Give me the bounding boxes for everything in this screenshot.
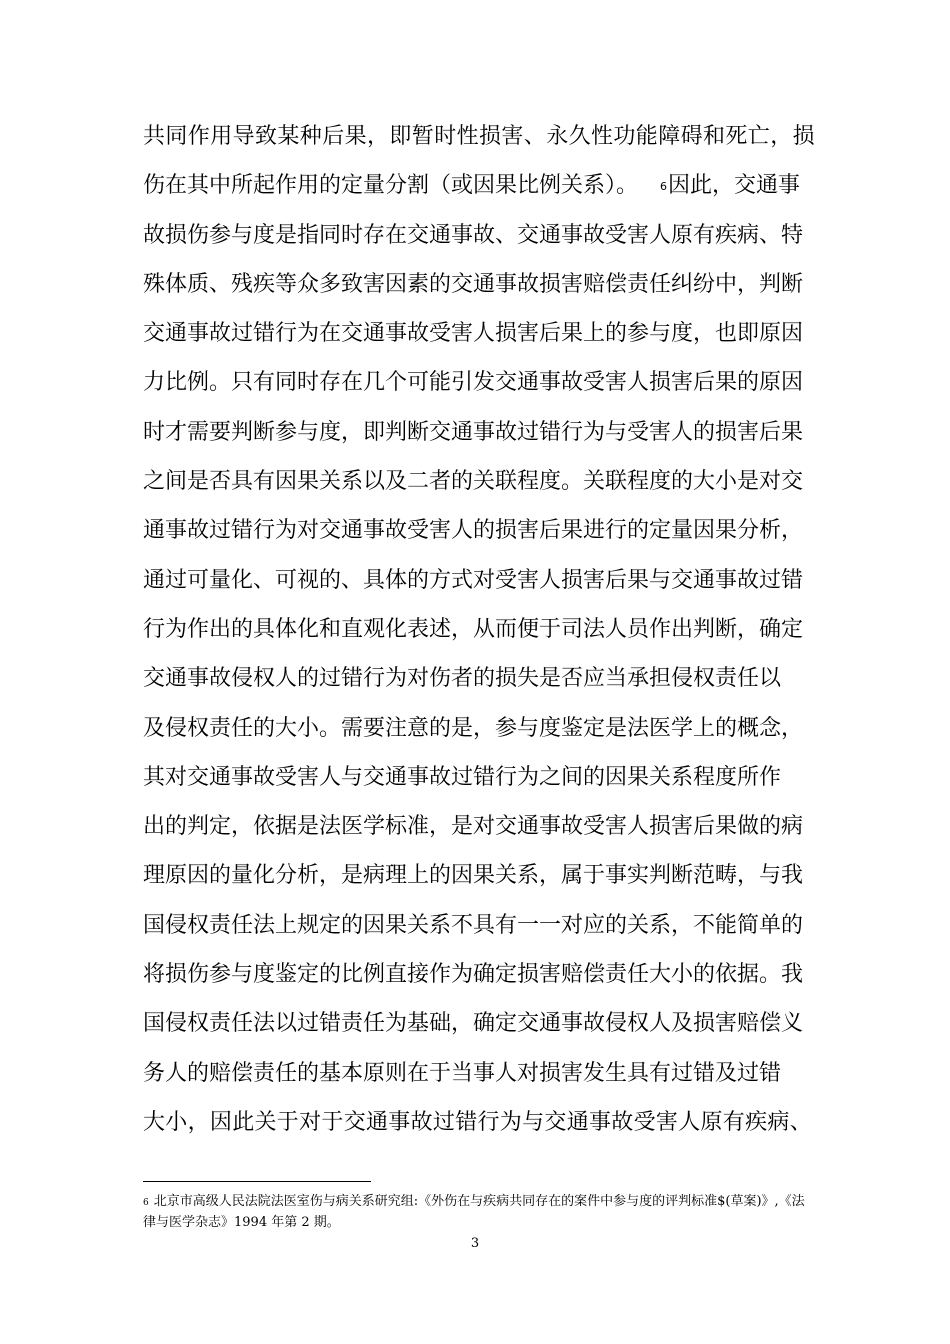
footnote-reference: 6 [660,180,668,194]
body-line-16: 理原因的量化分析，是病理上的因果关系，属于事实判断范畴，与我 [143,863,804,889]
body-line-7: 时才需要判断参与度，即判断交通事故过错行为与受害人的损害后果 [143,419,804,445]
body-line-9: 通事故过错行为对交通事故受害人的损害后果进行的定量因果分析， [143,518,804,544]
body-line-6: 力比例。只有同时存在几个可能引发交通事故受害人损害后果的原因 [143,370,804,396]
body-line-2-continuation: 因此，交通事 [668,173,801,199]
footnote [143,1192,811,1233]
body-line-18: 将损伤参与度鉴定的比例直接作为确定损害赔偿责任大小的依据。我 [143,962,804,988]
body-line-11: 行为作出的具体化和直观化表述，从而便于司法人员作出判断，确定 [143,616,804,642]
footnote-divider [143,1181,371,1182]
body-line-15: 出的判定，依据是法医学标准，是对交通事故受害人损害后果做的病 [143,814,804,840]
footnote-text: 北京市高级人民法院法医室伤与病关系研究组:《外伤在与疾病共同存在的案件中参与度的评判标准$(草案)》,《法律与医学杂志》1994 年第 2 期。 [143,1194,805,1230]
body-line-14: 其对交通事故受害人与交通事故过错行为之间的因果关系程度所作 [143,764,782,790]
body-line-13: 及侵权责任的大小。需要注意的是，参与度鉴定是法医学上的概念， [143,715,804,741]
body-line-2 [143,161,811,210]
body-line-20: 务人的赔偿责任的基本原则在于当事人对损害发生具有过错及过错 [143,1060,782,1086]
body-line-21: 大小，因此关于对于交通事故过错行为与交通事故受害人原有疾病、 [143,1109,813,1135]
body-line-19: 国侵权责任法以过错责任为基础，确定交通事故侵权人及损害赔偿义 [143,1011,804,1037]
body-line-3: 故损伤参与度是指同时存在交通事故、交通事故受害人原有疾病、特 [143,222,804,248]
body-line-1: 共同作用导致某种后果，即暂时性损害、永久性功能障碍和死亡，损 [143,124,816,149]
body-line-8: 之间是否具有因果关系以及二者的关联程度。关联程度的大小是对交 [143,469,804,495]
body-line-4: 殊体质、残疾等众多致害因素的交通事故损害赔偿责任纠纷中，判断 [143,271,804,297]
body-line-17: 国侵权责任法上规定的因果关系不具有一一对应的关系，不能简单的 [143,912,804,938]
body-line-10: 通过可量化、可视的、具体的方式对受害人损害后果与交通事故过错 [143,567,804,593]
body-line-12: 交通事故侵权人的过错行为对伤者的损失是否应当承担侵权责任以 [143,666,782,692]
body-line-2-text: 伤在其中所起作用的定量分割（或因果比例关系）。 [143,173,639,199]
body-line-5: 交通事故过错行为在交通事故受害人损害后果上的参与度，也即原因 [143,321,804,347]
page-number: 3 [470,1236,480,1251]
body-text [143,112,816,1147]
footnote-number: 6 [143,1198,149,1208]
